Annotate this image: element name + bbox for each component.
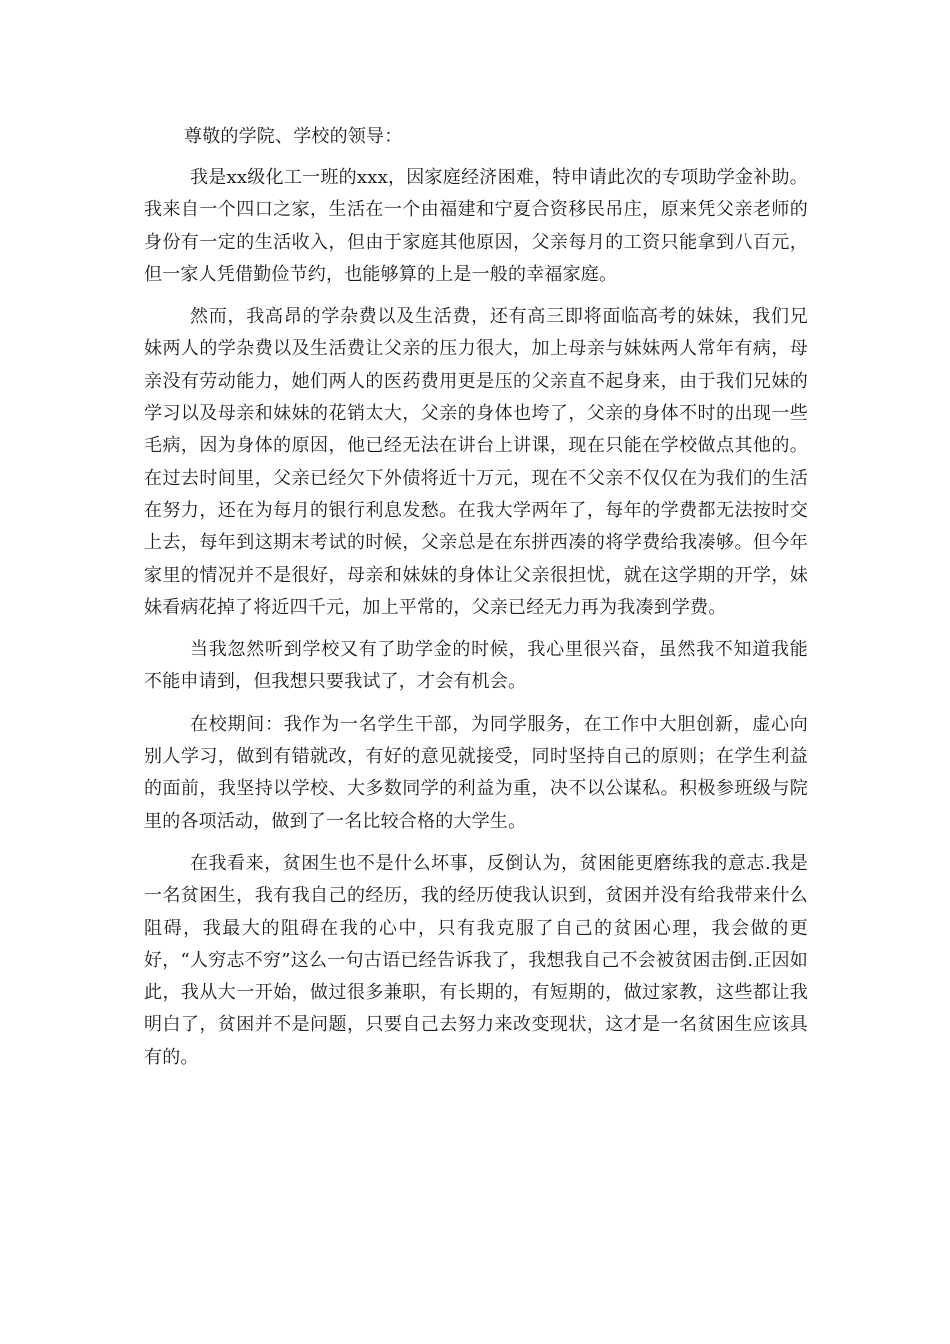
paragraph-grant-news: 当我忽然听到学校又有了助学金的时候，我心里很兴奋，虽然我不知道我能不能申请到，但我想只要我试了，才会有机会。 [144,639,808,693]
paragraph-family-hardship: 然而，我高昂的学杂费以及生活费，还有高三即将面临高考的妹妹，我们兄妹两人的学杂费以及生活费让父亲的压力很大，加上母亲与妹妹两人常年有病，母亲没有劳动能力，她们两人的医药费用更是压的父亲直不起身来，由于我们兄妹的学习以及母亲和妹妹的花销太大，父亲的身体也垮了，父亲的身体不时的出现一些毛病，因为身体的原因，他已经无法在讲台上讲课，现在只能在学校做点其他的。在过去时间里，父亲已经欠下外债将近十万元，现在不父亲不仅仅在为我们的生活在努力，还在为每月的银行利息发愁。在我大学两年了，每年的学费都无法按时交上去，每年到这期末考试的时候，父亲总是在东拼西凑的将学费给我凑够。但今年家里的情况并不是很好，母亲和妹妹的身体让父亲很担忧，就在这学期的开学，妹妹看病花掉了将近四千元，加上平常的，父亲已经无力再为我凑到学费。 [144,306,808,618]
letter-body [144,121,808,1074]
paragraph-application-intro: 我是xx级化工一班的xxx，因家庭经济困难，特申请此次的专项助学金补助。我来自一个四口之家，生活在一个由福建和宁夏合资移民吊庄，原来凭父亲老师的身份有一定的生活收入，但由于家庭其他原因，父亲每月的工资只能拿到八百元，但一家人凭借勤俭节约，也能够算的上是一般的幸福家庭。 [144,167,808,285]
paragraph-poverty-reflection: 在我看来，贫困生也不是什么坏事，反倒认为，贫困能更磨练我的意志.我是一名贫困生，我有我自己的经历，我的经历使我认识到，贫困并没有给我带来什么阻碍，我最大的阻碍在我的心中，只有我克服了自己的贫困心理，我会做的更好，“人穷志不穷”这么一句古语已经告诉我了，我想我自己不会被贫困击倒.正因如此，我从大一开始，做过很多兼职，有长期的，有短期的，做过家教，这些都让我明白了，贫困并不是问题，只要自己去努力来改变现状，这才是一名贫困生应该具有的。 [144,852,808,1068]
letter-salutation: 尊敬的学院、学校的领导： [184,126,403,147]
paragraph-school-conduct: 在校期间：我作为一名学生干部，为同学服务，在工作中大胆创新，虚心向别人学习，做到有错就改，有好的意见就接受，同时坚持自己的原则；在学生利益的面前，我坚持以学校、大多数同学的利益为重，决不以公谋私。积极参班级与院里的各项活动，做到了一名比较合格的大学生。 [144,713,808,832]
